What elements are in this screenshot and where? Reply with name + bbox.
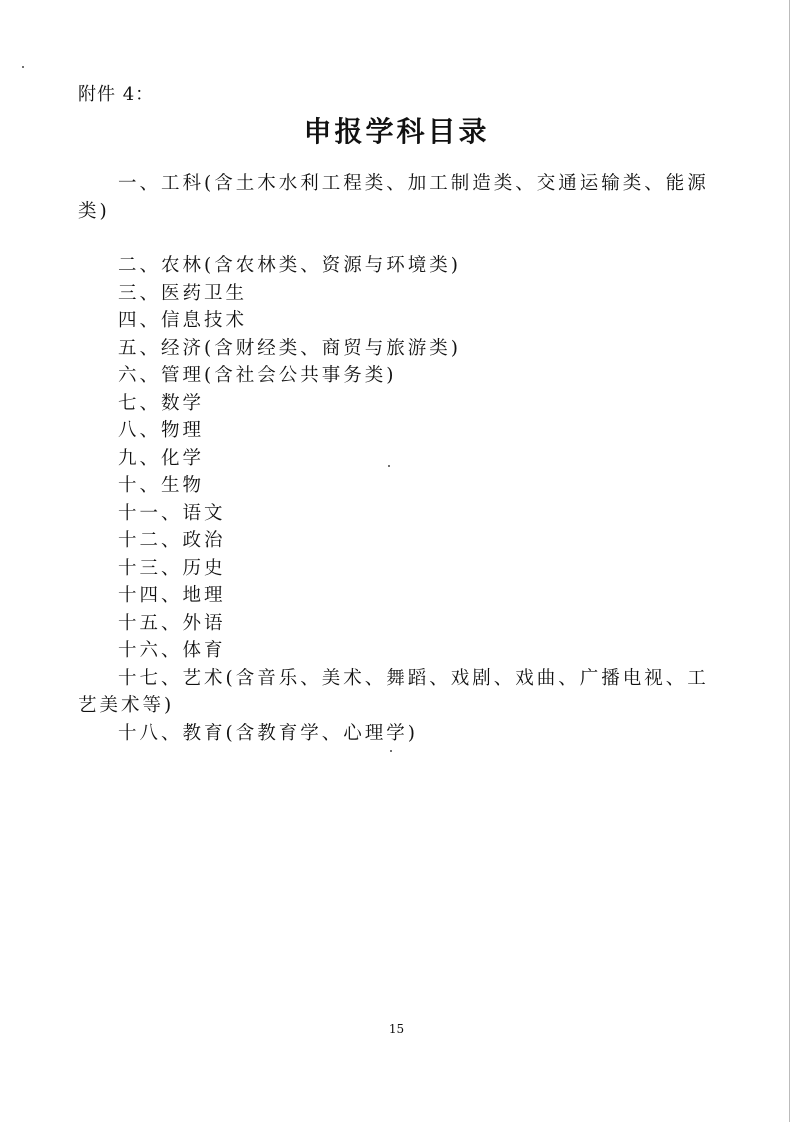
list-item: 十五、外语	[118, 612, 226, 634]
list-item: 十四、地理	[118, 585, 226, 606]
list-item: 八、物理	[118, 420, 205, 441]
list-item: 一、工科(含土木水利工程类、加工制造类、交通运输类、能源类)	[78, 173, 709, 222]
list-item: 十、生物	[118, 475, 205, 496]
scan-edge	[789, 0, 790, 1122]
scan-speck	[22, 66, 24, 68]
scan-speck	[388, 465, 390, 467]
subject-list	[78, 170, 718, 747]
list-item: 十六、体育	[118, 640, 226, 661]
list-item: 四、信息技术	[118, 310, 248, 331]
list-item: 三、医药卫生	[118, 282, 248, 304]
list-item: 十七、艺术(含音乐、美术、舞蹈、戏剧、戏曲、广播电视、工艺美术等)	[78, 667, 709, 716]
page-title: 申报学科目录	[303, 115, 490, 148]
list-item: 七、数学	[118, 392, 205, 414]
list-item: 十二、政治	[118, 530, 226, 551]
list-item: 五、经济(含财经类、商贸与旅游类)	[118, 337, 461, 359]
list-item: 十八、教育(含教育学、心理学)	[118, 722, 418, 744]
list-item: 二、农林(含农林类、资源与环境类)	[118, 255, 461, 276]
list-item: 六、管理(含社会公共事务类)	[118, 365, 397, 386]
attachment-label: 附件 4：	[78, 84, 155, 105]
list-item: 十一、语文	[118, 502, 226, 524]
list-item: 九、化学	[118, 447, 205, 469]
scan-speck	[390, 750, 392, 752]
page-number: 15	[388, 1022, 405, 1036]
list-item: 十三、历史	[118, 557, 226, 579]
